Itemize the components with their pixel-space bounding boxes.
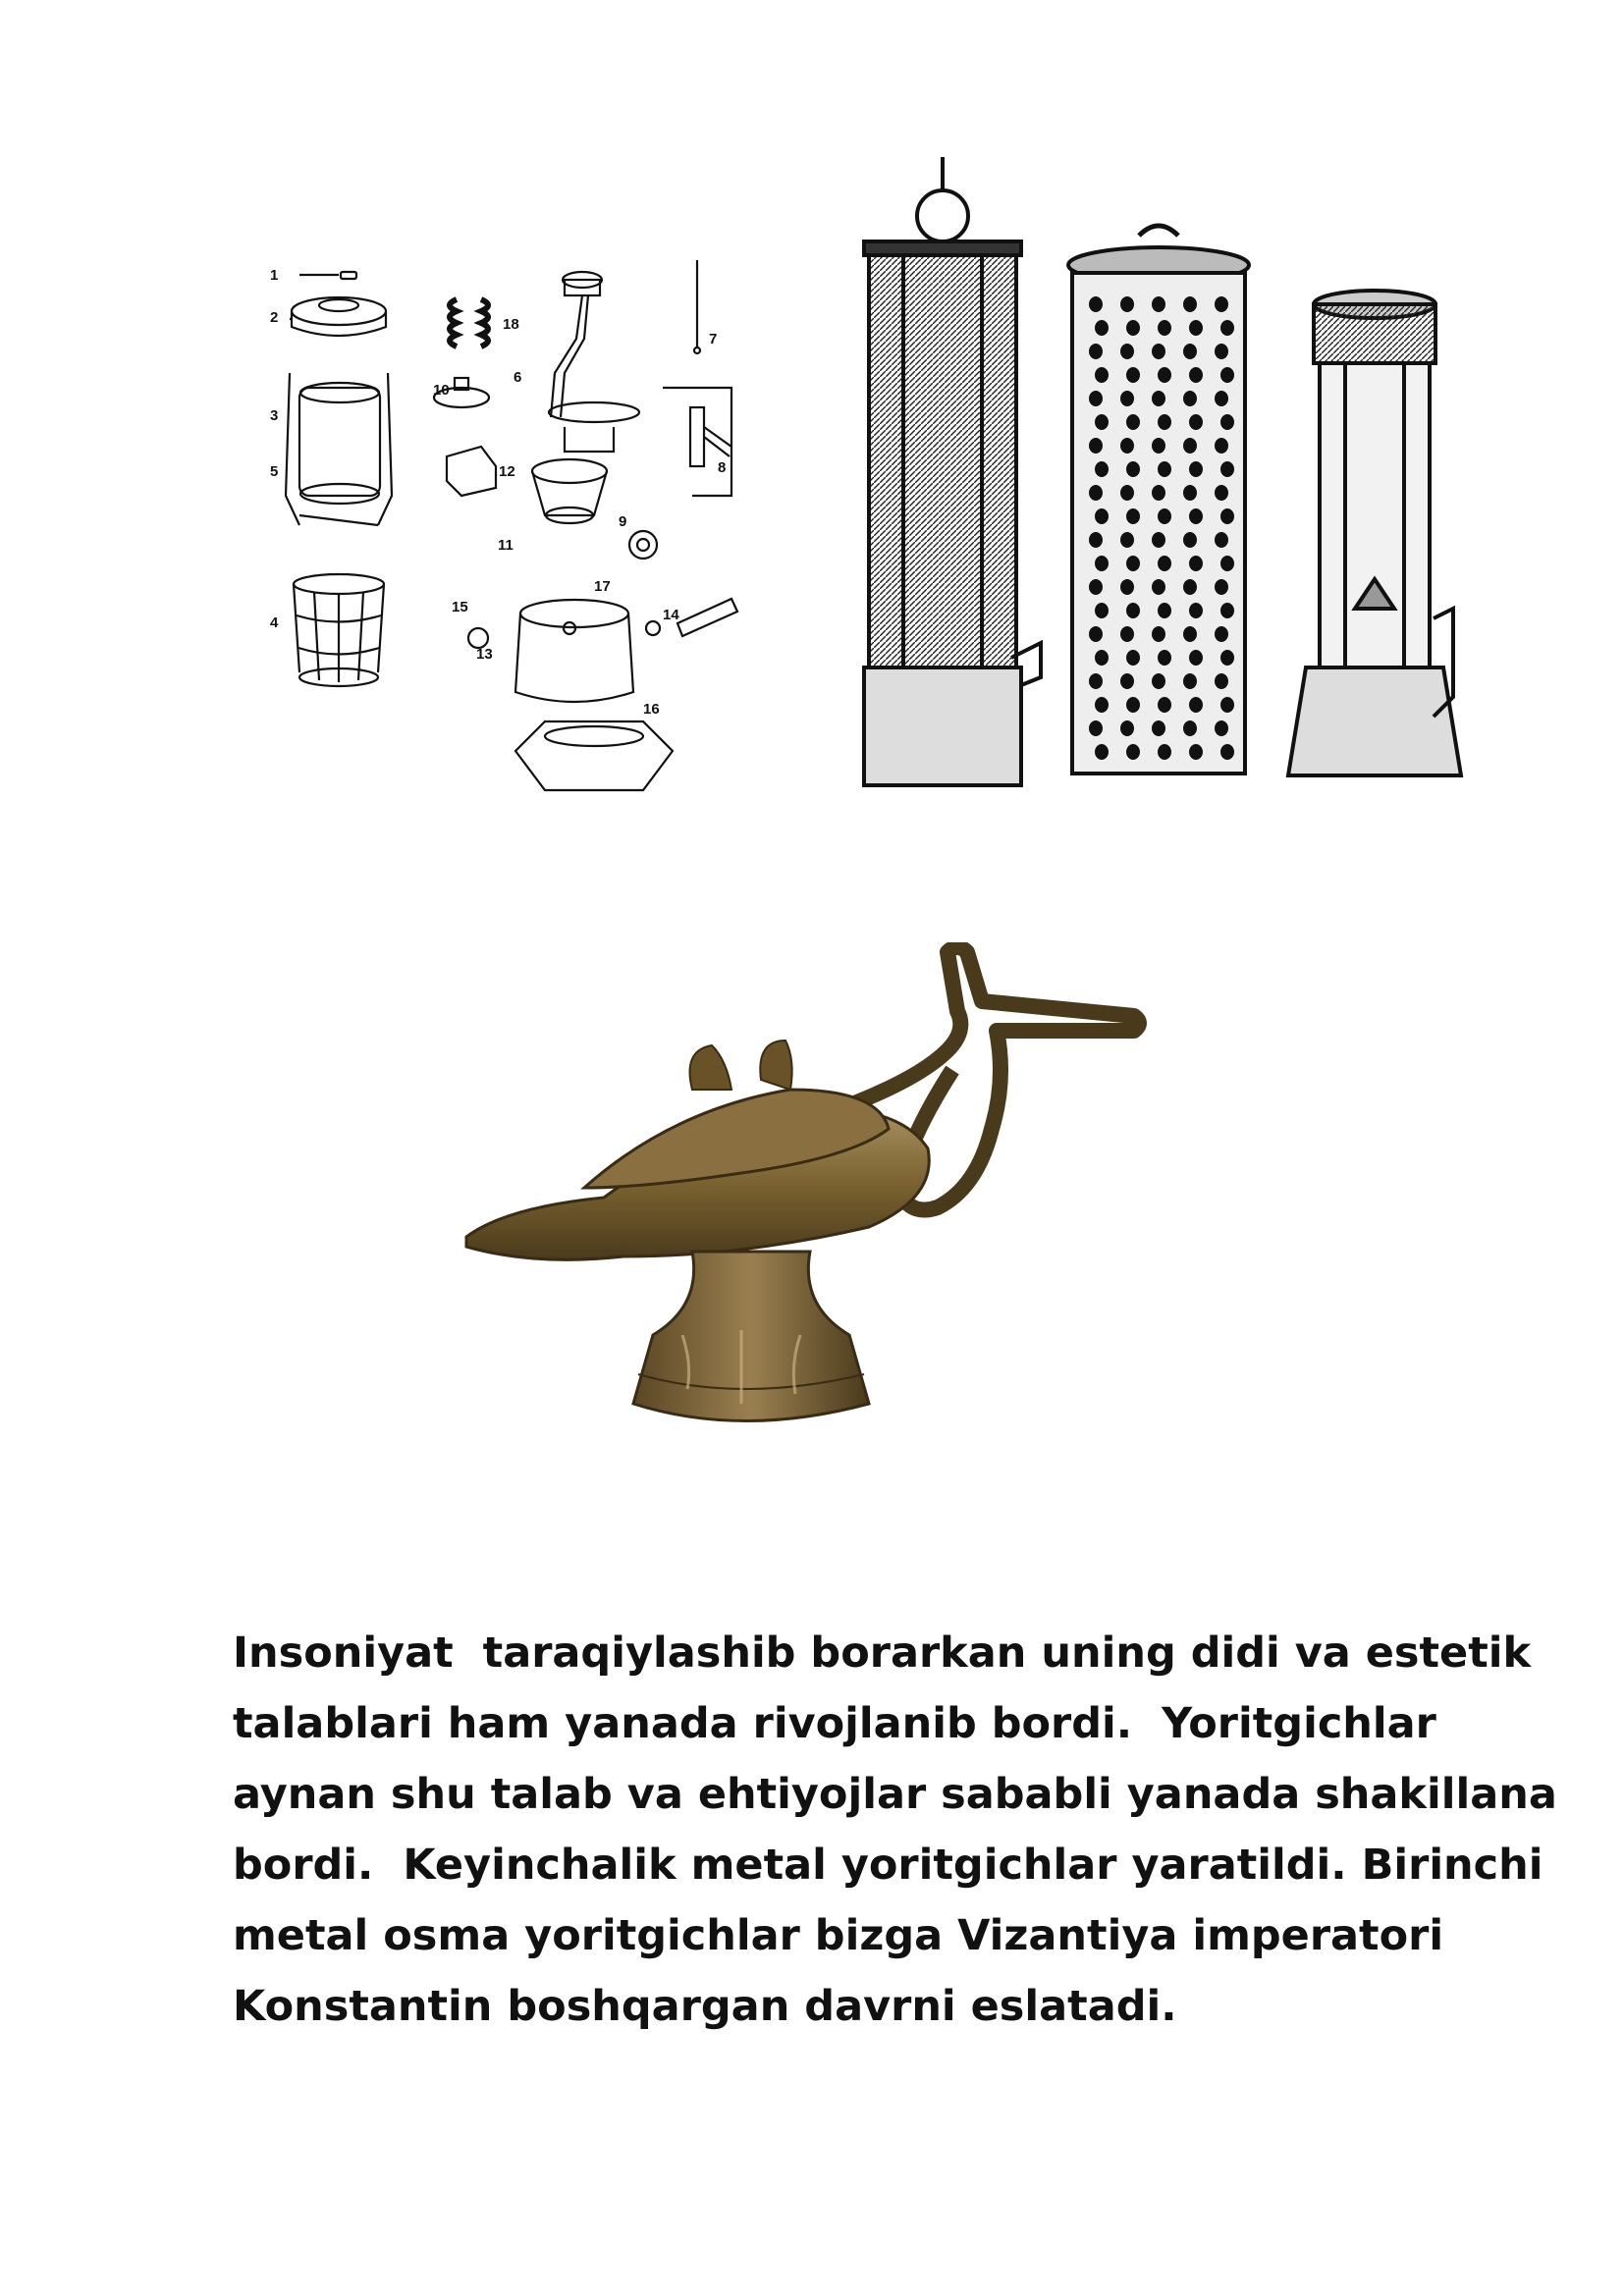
callout-6: 6 bbox=[514, 369, 522, 386]
callout-16: 16 bbox=[643, 701, 660, 718]
safety-lamps-illustration bbox=[844, 147, 1473, 795]
callout-18: 18 bbox=[503, 316, 519, 333]
callout-12: 12 bbox=[499, 463, 515, 480]
caption-paragraph bbox=[233, 1618, 1557, 2042]
callout-8: 8 bbox=[718, 459, 727, 476]
bronze-oil-lamp-photo bbox=[447, 942, 1173, 1463]
exploded-lantern-diagram bbox=[270, 260, 741, 795]
safety-lamp-gauze bbox=[864, 157, 1041, 785]
caption-line: talablari ham yanada rivojlanib bordi. Yoritgichlar bbox=[233, 1699, 1436, 1748]
callout-1: 1 bbox=[270, 267, 279, 284]
callout-7: 7 bbox=[709, 331, 718, 347]
caption-line: bordi. Keyinchalik metal yoritgichlar yaratildi. Birinchi bbox=[233, 1841, 1543, 1890]
callout-5: 5 bbox=[270, 463, 279, 480]
safety-lamp-glass bbox=[1288, 291, 1461, 775]
callout-10: 10 bbox=[433, 382, 450, 399]
callout-13: 13 bbox=[476, 646, 493, 663]
safety-lamp-perforated bbox=[1068, 226, 1249, 774]
callout-2: 2 bbox=[270, 309, 279, 326]
callout-9: 9 bbox=[619, 513, 627, 530]
caption-line: metal osma yoritgichlar bizga Vizantiya imperatori bbox=[233, 1911, 1444, 1960]
callout-4: 4 bbox=[270, 614, 279, 631]
caption-line: aynan shu talab va ehtiyojlar sababli yanada shakillana bbox=[233, 1770, 1557, 1819]
callout-3: 3 bbox=[270, 407, 279, 424]
callout-15: 15 bbox=[452, 599, 468, 615]
callout-11: 11 bbox=[498, 537, 514, 554]
caption-line: Konstantin boshqargan davrni eslatadi. bbox=[233, 1982, 1177, 2031]
callout-17: 17 bbox=[594, 578, 611, 595]
callout-14: 14 bbox=[663, 607, 679, 623]
caption-line: Insoniyat taraqiylashib borarkan uning didi va estetik bbox=[233, 1629, 1532, 1678]
